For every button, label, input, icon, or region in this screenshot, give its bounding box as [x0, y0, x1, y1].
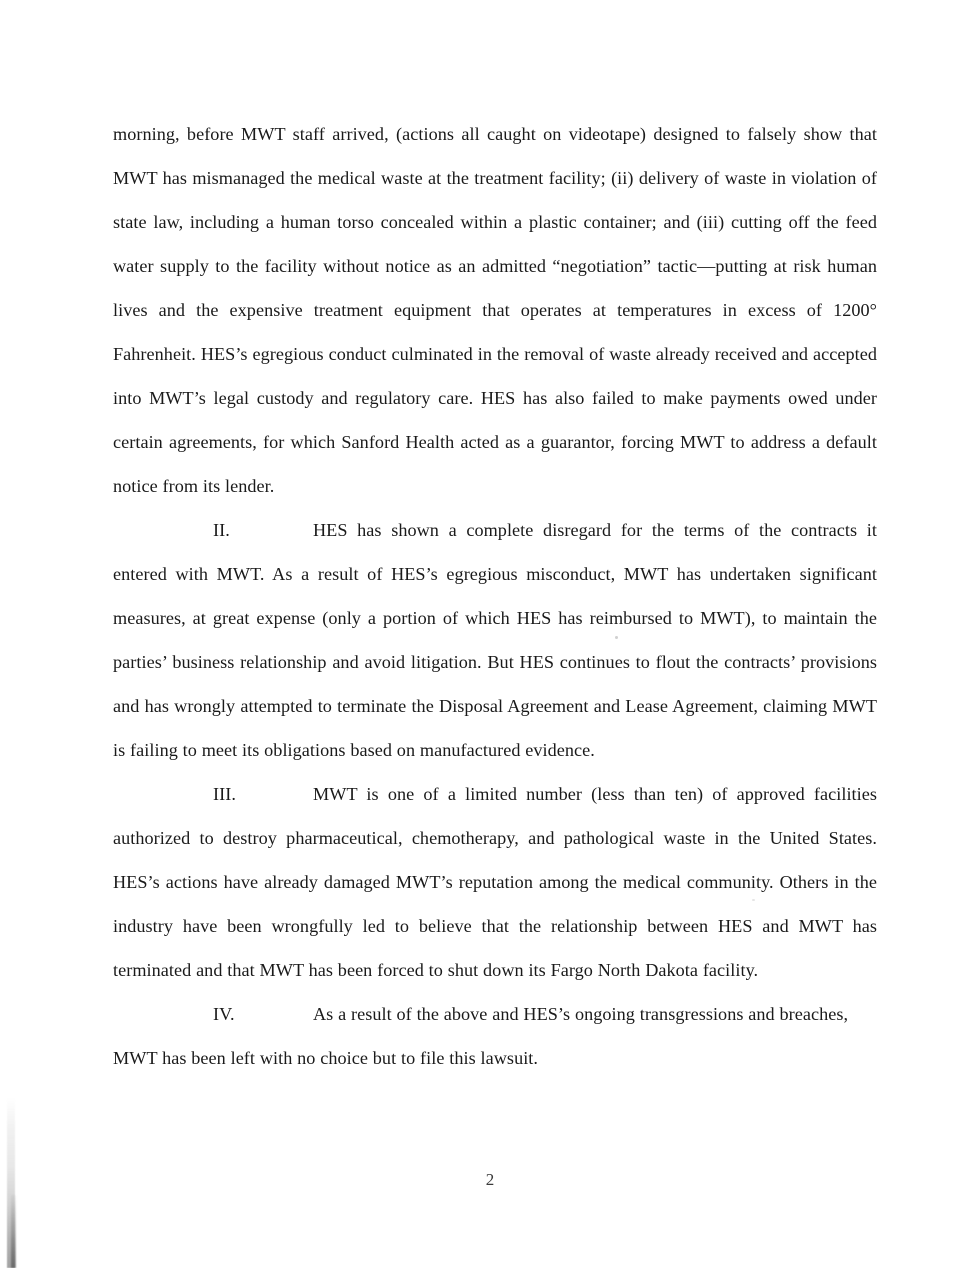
paragraph-numeral-iv	[113, 992, 313, 1036]
paragraph-numeral-ii-text: II.	[213, 520, 230, 540]
paragraph-numeral-iii-text: III.	[213, 784, 236, 804]
scan-artifact-streak-lower	[11, 1195, 16, 1268]
paragraph-iv	[113, 992, 877, 1080]
page-number: 2	[485, 1170, 495, 1189]
paragraph-numeral-ii	[113, 508, 313, 552]
document-body	[113, 112, 877, 1080]
paragraph-continuation: morning, before MWT staff arrived, (actions all caught on videotape) designed to falsely show that MWT has mismanaged the medical waste at the treatment facility; (ii) delivery of waste in violation of state law, including a human torso concealed within a plastic container; and (iii) cutting off the feed water supply to the facility without notice as an admitted “negotiation” tactic—putting at risk human lives and the expensive treatment equipment that operates at temperatures in excess of 1200° Fahrenheit. HES’s egregious conduct culminated in the removal of waste already received and accepted into MWT’s legal custody and regulatory care. HES has also failed to make payments owed under certain agreements, for which Sanford Health acted as a guarantor, forcing MWT to address a default notice from its lender.	[113, 124, 877, 496]
paragraph-ii-text: HES has shown a complete disregard for the terms of the contracts it entered with MWT. As a result of HES’s egregious misconduct, MWT has undertaken significant measures, at great expense (only a portion of which HES has reimbursed to MWT), to maintain the parties’ business relationship and avoid litigation. But HES continues to flout the contracts’ provisions and has wrongly attempted to terminate the Disposal Agreement and Lease Agreement, claiming MWT is failing to meet its obligations based on manufactured evidence.	[113, 520, 877, 760]
paragraph-iv-text: As a result of the above and HES’s ongoing transgressions and breaches, MWT has been left with no choice but to file this lawsuit.	[113, 1004, 849, 1068]
paragraph-ii	[113, 508, 877, 772]
paragraph-numeral-iii	[113, 772, 313, 816]
paragraph-iii-text: MWT is one of a limited number (less than ten) of approved facilities authorized to destroy pharmaceutical, chemotherapy, and pathological waste in the United States. HES’s actions have already damaged MWT’s reputation among the medical community. Others in the industry have been wrongfully led to believe that the relationship between HES and MWT has terminated and that MWT has been forced to shut down its Fargo North Dakota facility.	[113, 784, 877, 980]
paragraph-iii	[113, 772, 877, 992]
paragraph-numeral-iv-text: IV.	[213, 1004, 235, 1024]
